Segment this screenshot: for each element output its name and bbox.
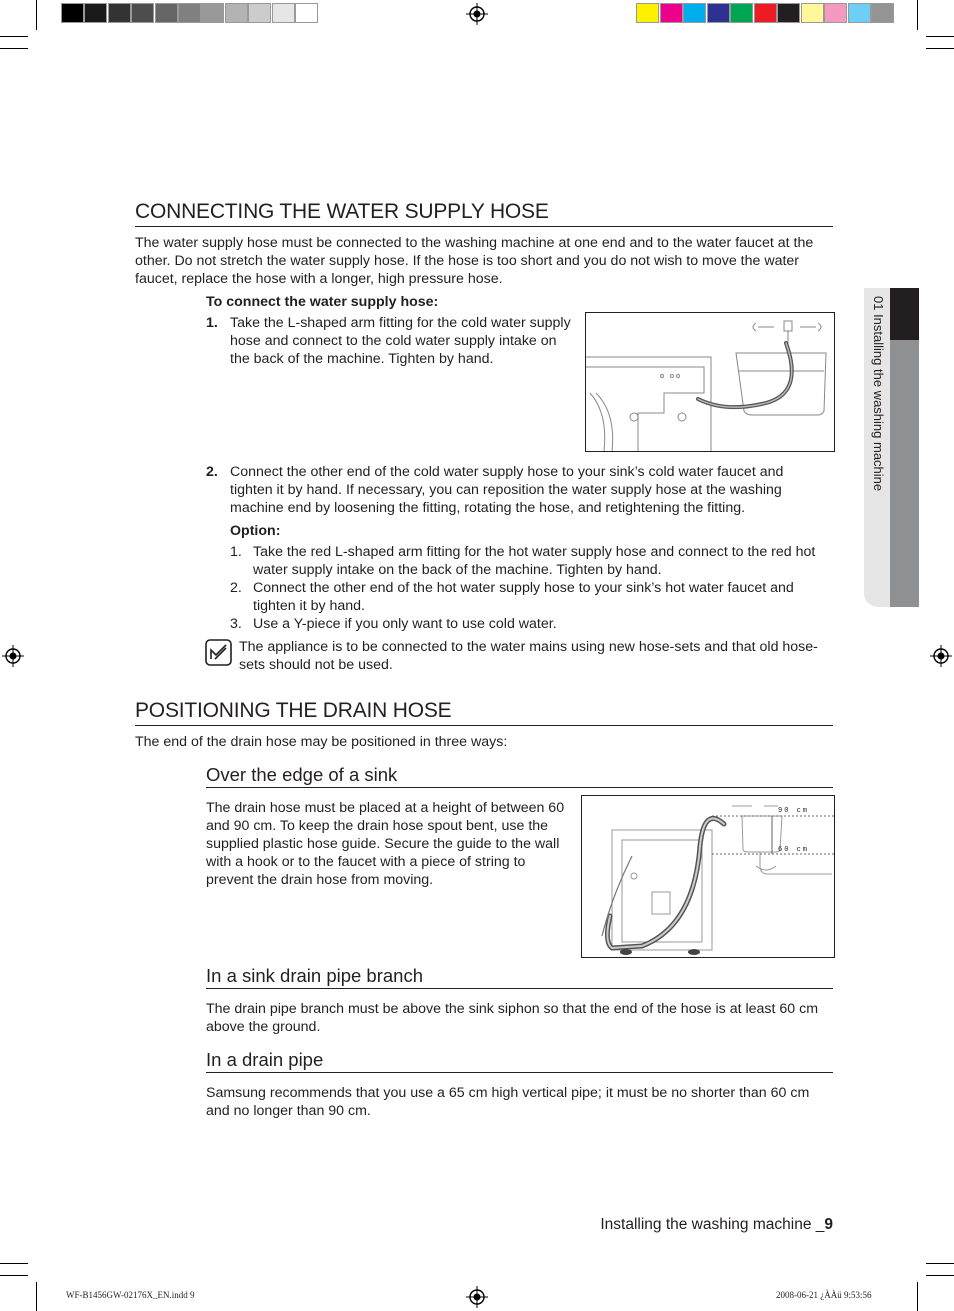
grayscale-swatch [131,3,154,23]
color-swatch [660,3,683,23]
page-number: 9 [824,1216,833,1233]
chapter-tab-marker [890,288,919,340]
crop-mark [926,36,954,37]
grayscale-swatch [108,3,131,23]
sink-edge-text: The drain hose must be placed at a height of between 60 and 90 cm. To keep the drain hose spout bent, use the supplied plastic hose guide. Secure the guide to the wall with a hook or to the faucet with a piece of string to prevent the drain hose from moving. [206,800,565,888]
option-heading: Option: [230,523,281,539]
figure-label-60cm: 60 cm [778,846,810,854]
grayscale-swatch [272,3,295,23]
chapter-tab-label: 01 Installing the washing machine [871,296,886,492]
subsection-title-drain-pipe: In a drain pipe [206,1049,833,1073]
grayscale-swatch [61,3,84,23]
crop-mark [926,48,954,49]
crop-mark [917,1282,918,1311]
crop-mark [0,1275,28,1276]
registration-mark-icon [466,1286,488,1308]
color-swatch [848,3,871,23]
color-swatch [871,3,894,23]
color-swatch [777,3,800,23]
step-1-text: Take the L-shaped arm fitting for the cold water supply hose and connect to the cold water supply intake on the back of the machine. Tighten by hand. [230,315,571,367]
print-date: 2008-06-21 ¿ÀÀü 9:53:56 [776,1290,872,1300]
drain-intro: The end of the drain hose may be positioned in three ways: [135,734,508,750]
color-swatch [730,3,753,23]
grayscale-swatch [248,3,271,23]
subsection-title-sink-edge: Over the edge of a sink [206,764,833,788]
color-swatch [707,3,730,23]
registration-mark-icon [930,645,952,667]
file-slug: WF-B1456GW-02176X_EN.indd 9 [66,1290,195,1300]
water-hose-figure [585,312,835,452]
crop-mark [0,48,28,49]
steps-heading: To connect the water supply hose: [206,294,439,310]
note-text: The appliance is to be connected to the water mains using new hose-sets and that old hose-sets should not be used. [239,639,818,673]
drain-pipe-text: Samsung recommends that you use a 65 cm high vertical pipe; it must be no shorter than 60 cm and no longer than 90 cm. [206,1085,810,1119]
crop-mark [0,36,28,37]
grayscale-swatch [178,3,201,23]
color-swatch [683,3,706,23]
grayscale-swatch [295,3,318,23]
registration-mark-icon [466,3,488,25]
drain-hose-figure [581,795,835,958]
note-icon [205,639,232,666]
option-2-text: Connect the other end of the hot water supply hose to your sink’s hot water faucet and tighten it by hand. [253,580,794,614]
subsection-title-sink-branch: In a sink drain pipe branch [206,965,833,989]
figure-label-90cm: 90 cm [778,807,810,815]
crop-mark [917,0,918,30]
option-1-text: Take the red L-shaped arm fitting for the hot water supply hose and connect to the red hot water supply intake on the back of the machine. Tighten by hand. [253,544,816,578]
crop-mark [0,1263,28,1264]
color-swatch [636,3,659,23]
chapter-tab-bar [890,340,919,607]
drain-hose-illustration [582,796,834,957]
option-3-text: Use a Y-piece if you only want to use cold water. [253,616,557,632]
crop-mark [36,0,37,30]
step-number: 1. [206,315,218,331]
option-number: 1. [230,544,242,560]
washing-machine-back-illustration [586,313,834,451]
step-number: 2. [206,464,218,480]
crop-mark [926,1275,954,1276]
crop-mark [36,1282,37,1311]
step-2-text: Connect the other end of the cold water supply hose to your sink’s cold water faucet and tighten it by hand. If necessary, you can reposition the water supply hose at the washing machine end by loosening the fitting, rotating the hose, and retightening the fitting. [230,464,784,516]
color-swatch [824,3,847,23]
option-number: 3. [230,616,242,632]
grayscale-swatch [155,3,178,23]
sink-branch-text: The drain pipe branch must be above the sink siphon so that the end of the hose is at least 60 cm above the ground. [206,1001,819,1035]
color-swatch [801,3,824,23]
grayscale-swatch [225,3,248,23]
section-title-drain-hose: POSITIONING THE DRAIN HOSE [135,699,833,726]
crop-mark [926,1263,954,1264]
footer-label: Installing the washing machine _ [600,1216,825,1233]
section-title-water-supply: CONNECTING THE WATER SUPPLY HOSE [135,200,833,227]
registration-mark-icon [2,645,24,667]
color-swatch [754,3,777,23]
grayscale-swatch [84,3,107,23]
page-footer [600,1216,833,1234]
grayscale-swatch [201,3,224,23]
option-number: 2. [230,580,242,596]
water-supply-intro: The water supply hose must be connected to the washing machine at one end and to the water faucet at the other. Do not stretch the water supply hose. If the hose is too short and you do not wish to move the water faucet, replace the hose with a longer, high pressure hose. [135,235,814,287]
